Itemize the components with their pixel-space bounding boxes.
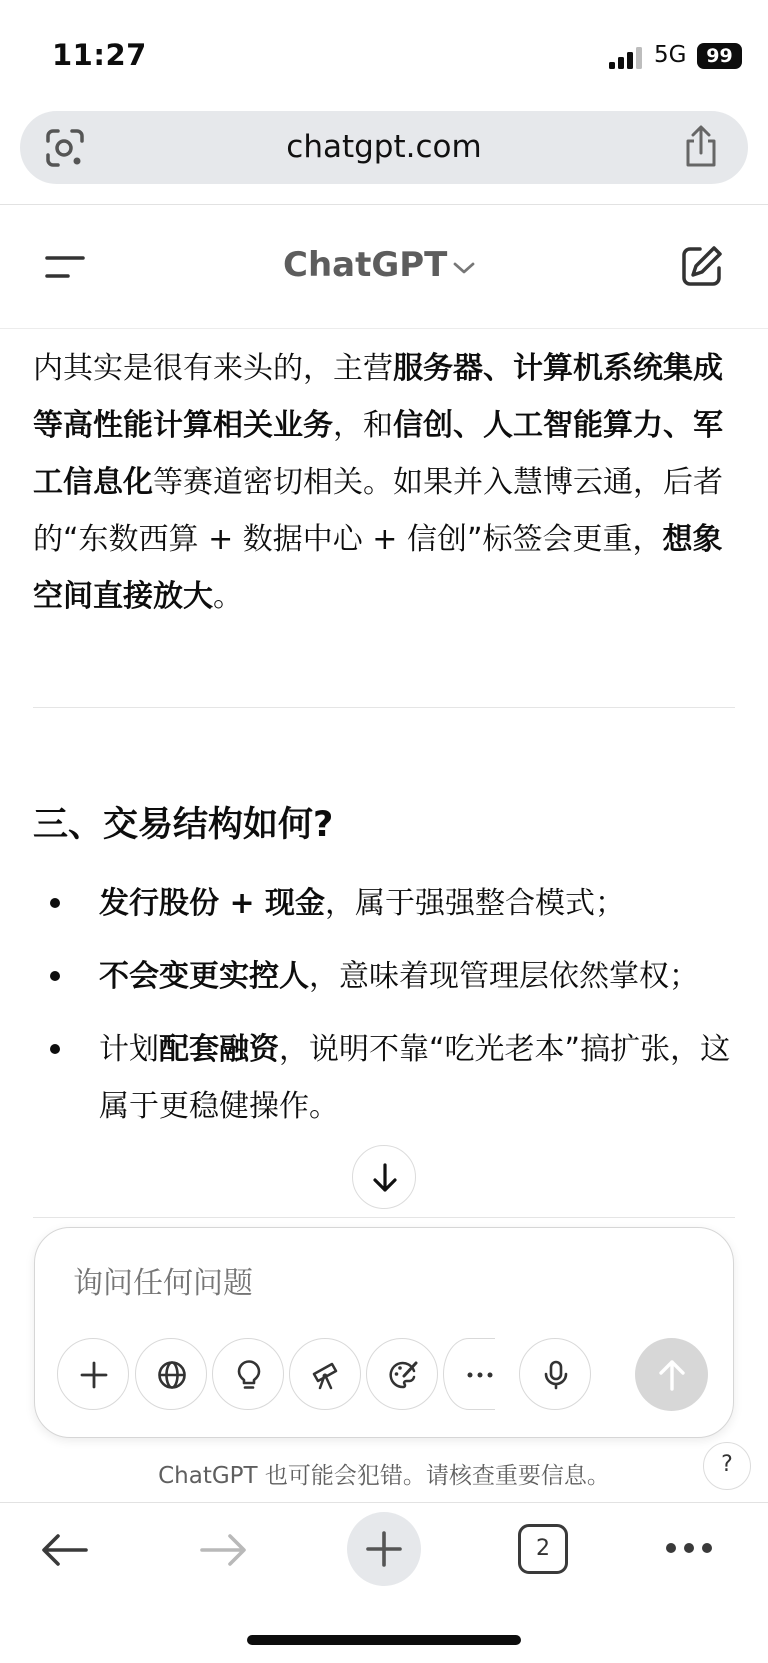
message-paragraph: [33, 340, 738, 625]
arrow-up-icon: [657, 1358, 687, 1392]
assistant-message: [33, 340, 738, 625]
url-bar[interactable]: [20, 111, 748, 184]
bold-text-run: 不会变更实控人: [99, 959, 309, 994]
app-header: [0, 205, 768, 329]
forward-arrow-icon[interactable]: [198, 1530, 248, 1570]
bold-text-run: 发行股份 + 现金: [99, 886, 326, 921]
arrow-down-icon: [371, 1162, 399, 1194]
divider: [33, 1217, 735, 1218]
tab-switcher-button[interactable]: 2: [518, 1524, 568, 1574]
bold-text-run: 服务器、计算机系统集成等高性能计算相关业务: [33, 351, 723, 443]
more-options-icon[interactable]: [664, 1538, 714, 1558]
bullet-dot: [50, 898, 60, 908]
send-button[interactable]: [635, 1338, 708, 1411]
globe-icon: [156, 1359, 188, 1391]
status-time: 11:27: [52, 38, 147, 72]
text-run: ，和: [333, 408, 393, 443]
disclaimer-text: ChatGPT 也可能会犯错。请核查重要信息。: [158, 1463, 610, 1489]
plus-icon: [365, 1530, 403, 1568]
prompt-input[interactable]: [73, 1266, 673, 1301]
create-image-button[interactable]: [366, 1338, 438, 1410]
cellular-signal-icon: [609, 47, 645, 69]
microphone-icon: [540, 1359, 572, 1391]
model-selector[interactable]: ChatGPT: [283, 245, 448, 285]
menu-icon[interactable]: [44, 252, 86, 282]
divider: [0, 328, 768, 329]
scroll-to-bottom-button[interactable]: [352, 1145, 416, 1209]
text-run: ，属于强强整合模式；: [325, 886, 626, 921]
deep-research-button[interactable]: [289, 1338, 361, 1410]
palette-icon: [387, 1359, 419, 1391]
url-text[interactable]: chatgpt.com: [286, 129, 482, 165]
text-run: 内其实是很有来头的，主营: [33, 351, 393, 386]
text-run: ，意味着现管理层依然掌权；: [309, 959, 699, 994]
bold-text-run: 想象空间直接放大: [33, 522, 723, 614]
network-type: 5G: [654, 42, 687, 68]
plus-icon: [78, 1359, 110, 1391]
home-indicator[interactable]: [247, 1635, 521, 1645]
list-item: [33, 1021, 738, 1135]
web-search-button[interactable]: [135, 1338, 207, 1410]
bullet-list: [33, 875, 738, 1151]
help-button[interactable]: ?: [703, 1442, 751, 1490]
back-arrow-icon[interactable]: [40, 1530, 90, 1570]
battery-level: 99: [697, 43, 742, 69]
telescope-icon: [310, 1359, 342, 1391]
reason-button[interactable]: [212, 1338, 284, 1410]
lightbulb-icon: [233, 1359, 265, 1391]
section-divider: [33, 707, 735, 708]
text-run: 。: [213, 579, 243, 614]
share-icon[interactable]: [682, 125, 720, 169]
bullet-dot: [50, 971, 60, 981]
list-item: [33, 948, 738, 1005]
text-run: 计划: [99, 1032, 159, 1067]
add-attachment-button[interactable]: [57, 1338, 129, 1410]
bold-text-run: 信创、人工智能算力、军工信息化: [33, 408, 723, 500]
more-horizontal-icon: [464, 1359, 496, 1391]
new-chat-icon[interactable]: [680, 244, 724, 288]
chevron-down-icon[interactable]: [452, 260, 476, 276]
bullet-dot: [50, 1044, 60, 1054]
dictate-button[interactable]: [519, 1338, 591, 1410]
section-heading: 三、交易结构如何?: [33, 805, 334, 845]
more-tools-button[interactable]: [443, 1338, 495, 1410]
status-bar: [0, 0, 768, 100]
bold-text-run: 配套融资: [159, 1032, 279, 1067]
text-run: ，说明不靠“吃光老本”搞扩张，这属于更稳健操作。: [99, 1032, 731, 1124]
new-tab-button[interactable]: [347, 1512, 421, 1586]
divider: [0, 1502, 768, 1503]
composer: [34, 1227, 734, 1438]
text-run: 等赛道密切相关。如果并入慧博云通，后者的“东数西算 + 数据中心 + 信创”标签会更重，: [33, 465, 723, 557]
list-item: [33, 875, 738, 932]
